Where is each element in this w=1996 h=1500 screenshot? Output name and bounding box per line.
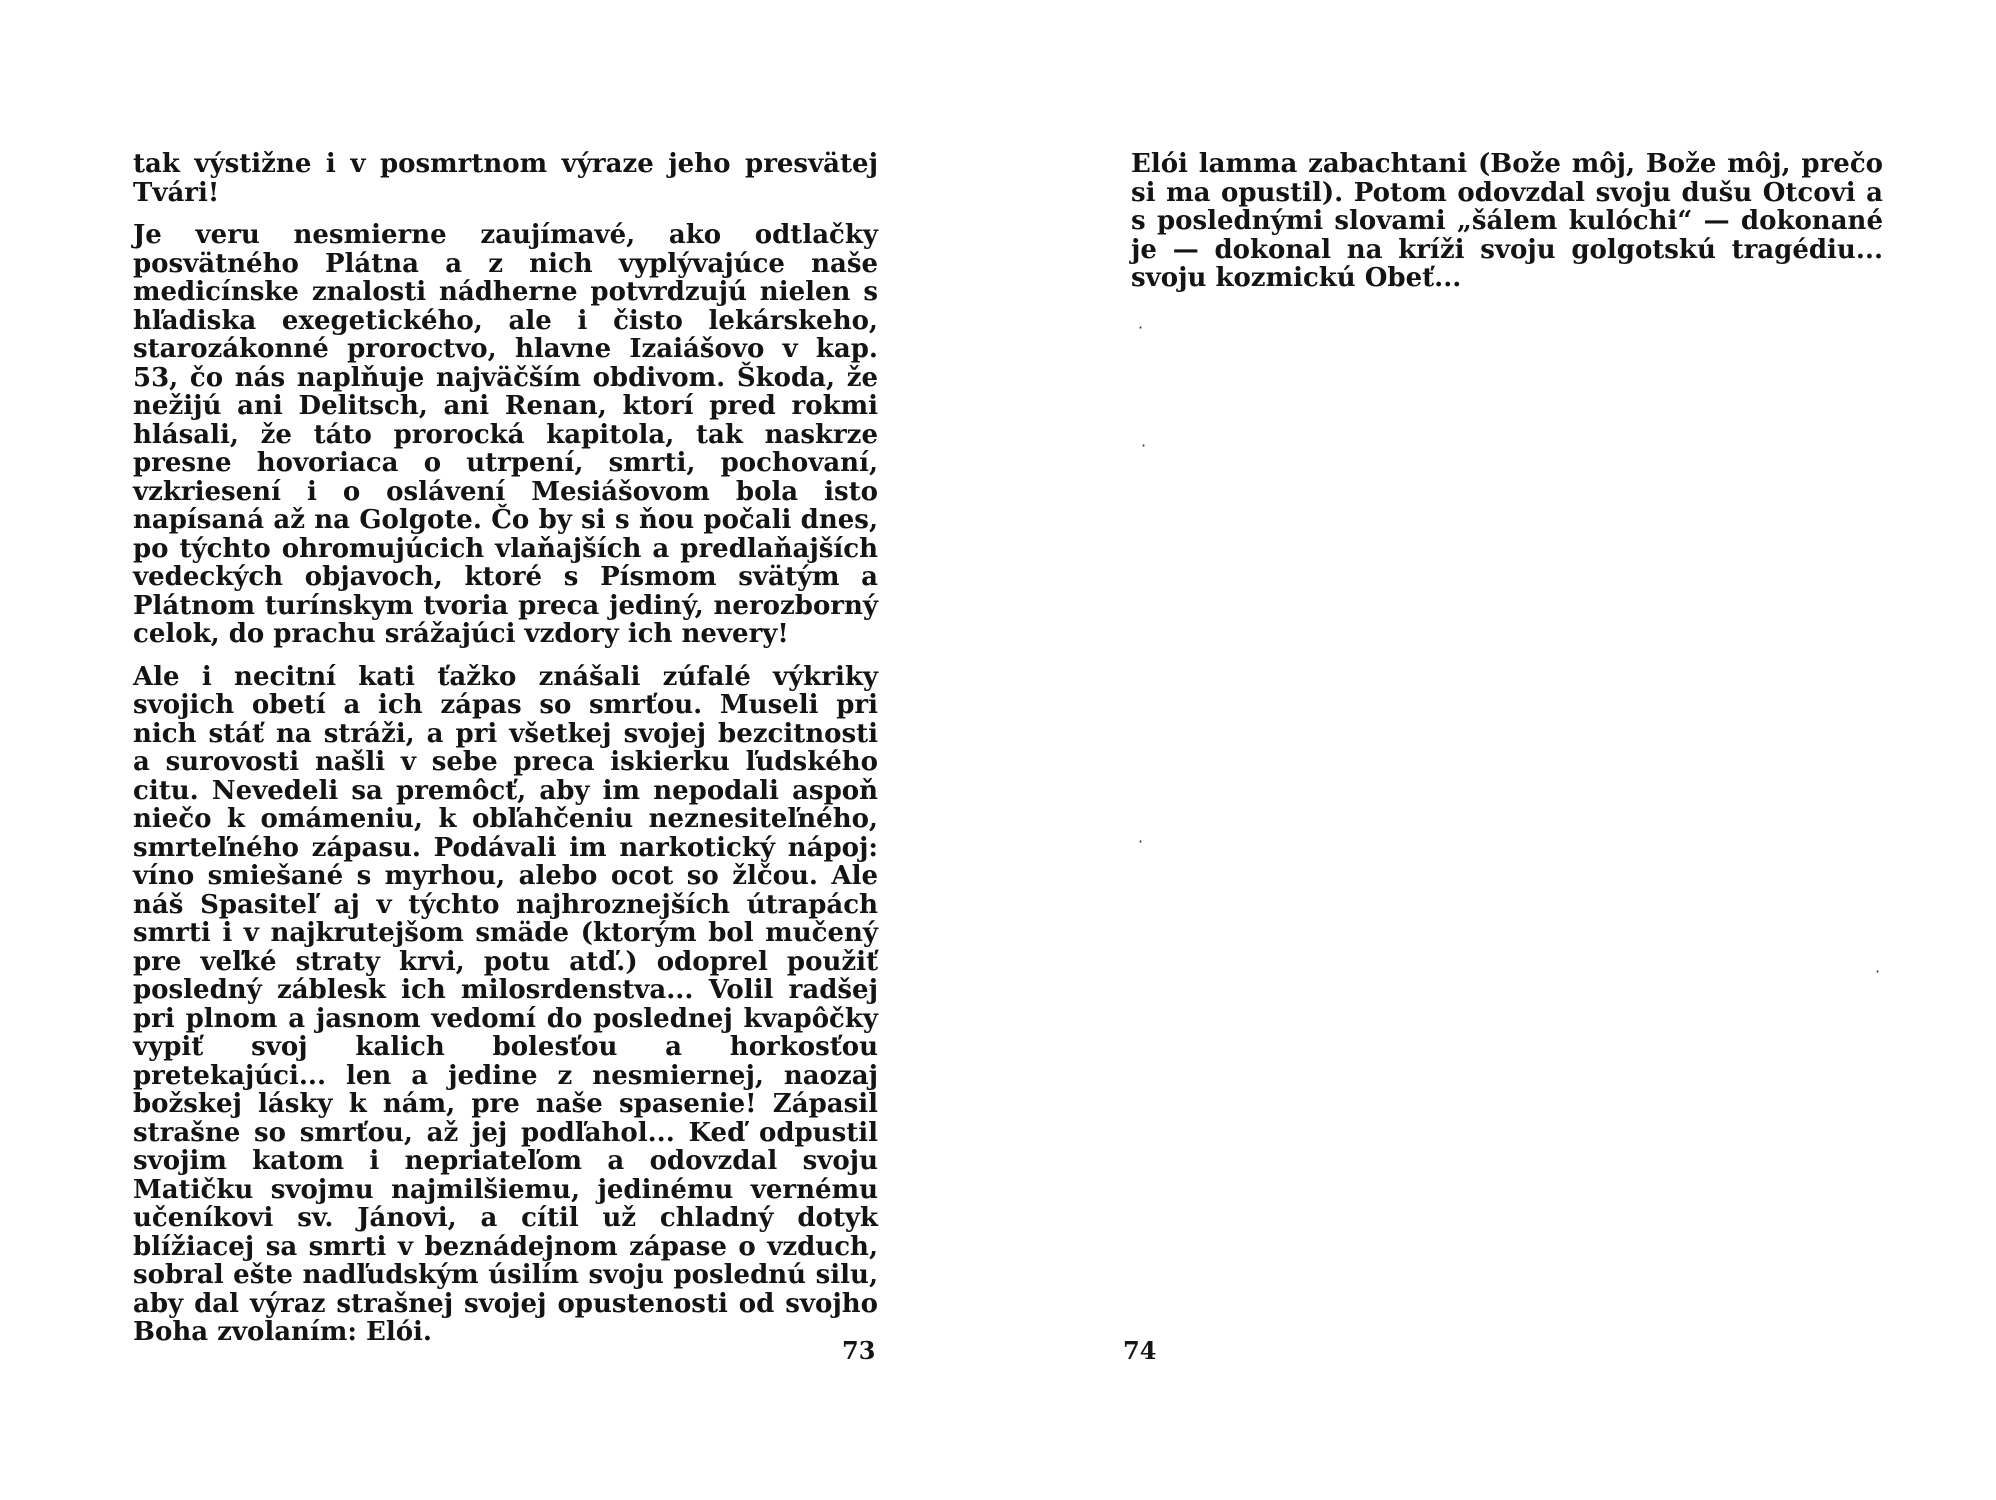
left-paragraph-3: Ale i necitní kati ťažko znášali zúfalé výkriky svojich obetí a ich zápas so smrťou. Museli pri nich stáť na stráži, a pri všetkej svojej bezcitnosti a surovosti našli v sebe preca iskierku ľudského citu. Nevedeli sa premôcť, aby im nepodali aspoň niečo k omámeniu, k obľahčeniu neznesiteľného, smrteľného zápasu. Podávali im narkotický nápoj: víno smiešané s myrhou, alebo ocot so žlčou. Ale náš Spasiteľ aj v týchto najhroznejších útrapách smrti i v najkrutejšom smäde (ktorým bol mučený pre veľké straty krvi, potu atď.) odoprel použiť posledný záblesk ich milosrdenstva... Volil radšej pri plnom a jasnom vedomí do poslednej kvapôčky vypiť svoj kalich bolesťou a horkosťou pretekajúci... len a jedine z nesmiernej, naozaj božskej lásky k nám, pre naše spasenie! Zápasil strašne so smrťou, až jej podľahol... Keď odpustil svojim katom i nepriateľom a odovzdal svoju Matičku svojmu najmilšiemu, jedinému vernému učeníkovi sv. Jánovi, a cítil už chladný dotyk blížiacej sa smrti v beznádejnom zápase o vzduch, sobral ešte nadľudským úsilím svoju poslednú silu, aby dal výraz strašnej svojej opustenosti od svojho Boha zvolaním: Elói. [133,661,878,1347]
scan-speck: · [1875,962,1881,981]
right-paragraph-1: Elói lamma zabachtani (Bože môj, Bože môj, prečo si ma opustil). Potom odovzdal svoju dušu Otcovi a s poslednými slovami „šálem kulóchi“ — dokonané je — dokonal na kríži svoju golgotskú tragédiu... svoju kozmickú Obeť... [1131,149,1883,293]
scan-speck: · [1138,318,1144,337]
left-page-number: 73 [842,1336,876,1365]
scan-speck: · [1138,832,1144,851]
left-paragraph-1: tak výstižne i v posmrtnom výraze jeho presvätej Tvári! [133,149,878,208]
right-page [998,0,1996,1500]
left-page-text [133,150,878,1359]
left-paragraph-2: Je veru nesmierne zaujímavé, ako odtlačky posvätného Plátna a z nich vyplývajúce naše medicínske znalosti nádherne potvrdzujú nielen s hľadiska exegetického, ale i čisto lekárskeho, starozákonné proroctvo, hlavne Izaiášovo v kap. 53, čo nás naplňuje najväčším obdivom. Škoda, že nežijú ani Delitsch, ani Renan, ktorí pred rokmi hlásali, že táto prorocká kapitola, tak naskrze presne hovoriaca o utrpení, smrti, pochovaní, vzkriesení i o oslávení Mesiášovom bola isto napísaná až na Golgote. Čo by si s ňou počali dnes, po týchto ohromujúcich vlaňajších a predlaňajších vedeckých objavoch, ktoré s Písmom svätým a Plátnom turínskym tvoria preca jediný, nerozborný celok, do prachu srážajúci vzdory ich nevery! [133,220,878,649]
right-page-text [1131,150,1883,305]
right-page-number: 74 [1123,1336,1157,1365]
scan-speck: · [1141,436,1147,455]
